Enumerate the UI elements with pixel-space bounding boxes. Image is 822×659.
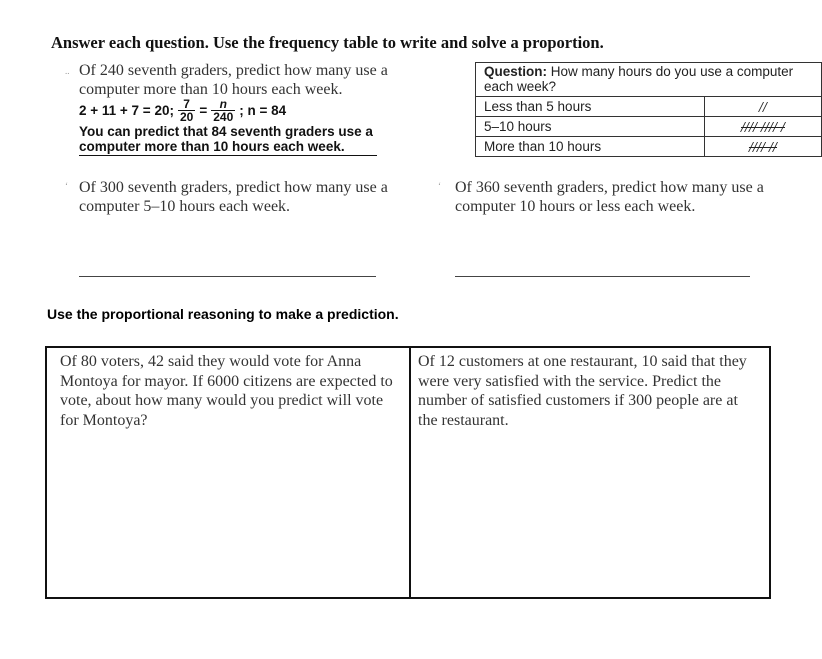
fraction-2-denominator: 240 — [213, 110, 234, 124]
fraction-1 — [178, 98, 195, 123]
table-row — [476, 97, 822, 117]
fraction-2 — [211, 98, 235, 123]
tally-marks: //// // — [705, 137, 822, 157]
prediction-cell-right[interactable]: Of 12 customers at one restaurant, 10 said that they were very satisfied with the service. Predict the number of satisfied customers if 300 people are at the restaurant. — [418, 353, 747, 429]
table-row-label: More than 10 hours — [476, 137, 705, 157]
prediction-box — [45, 346, 771, 599]
question-3-text: Of 360 seventh graders, predict how many use a computer 10 hours or less each week. — [455, 179, 764, 215]
question-bullet-3: ‘ — [438, 181, 441, 191]
equals-sign: = — [199, 103, 208, 118]
tally-marks: // — [705, 97, 822, 117]
question-2-text: Of 300 seventh graders, predict how many use a computer 5–10 hours each week. — [79, 179, 388, 215]
fraction-2-numerator: n — [219, 97, 227, 111]
work-prefix: 2 + 11 + 7 = 20; — [79, 103, 174, 118]
work-suffix: ; n = 84 — [239, 103, 287, 118]
table-question-text: How many hours do you use a computer each week? — [484, 64, 794, 94]
prediction-cell-left[interactable]: Of 80 voters, 42 said they would vote for Anna Montoya for mayor. If 6000 citizens are expected to vote, about how many would you predict will vote for Montoya? — [47, 348, 411, 597]
worked-solution — [79, 98, 286, 123]
tally-marks: //// //// / — [705, 117, 822, 137]
table-question-cell — [476, 63, 822, 97]
table-question-label: Question: — [484, 64, 547, 79]
fraction-1-denominator: 20 — [179, 110, 194, 124]
worked-answer: You can predict that 84 seventh graders use a computer more than 10 hours each week. — [79, 124, 373, 154]
question-bullet-1: .. — [65, 66, 70, 76]
question-1-text: Of 240 seventh graders, predict how many use a computer more than 10 hours each week. — [79, 62, 388, 98]
answer-line-2[interactable] — [79, 276, 376, 277]
table-row-label: Less than 5 hours — [476, 97, 705, 117]
page-heading: Answer each question. Use the frequency table to write and solve a proportion. — [51, 33, 604, 52]
question-bullet-2: ‘ — [65, 181, 68, 191]
section-subheading: Use the proportional reasoning to make a prediction. — [47, 306, 399, 322]
answer-underline — [79, 155, 377, 156]
answer-line-3[interactable] — [455, 276, 750, 277]
table-row — [476, 117, 822, 137]
frequency-table — [475, 62, 822, 157]
table-row — [476, 137, 822, 157]
fraction-1-numerator: 7 — [183, 97, 190, 111]
table-row-label: 5–10 hours — [476, 117, 705, 137]
